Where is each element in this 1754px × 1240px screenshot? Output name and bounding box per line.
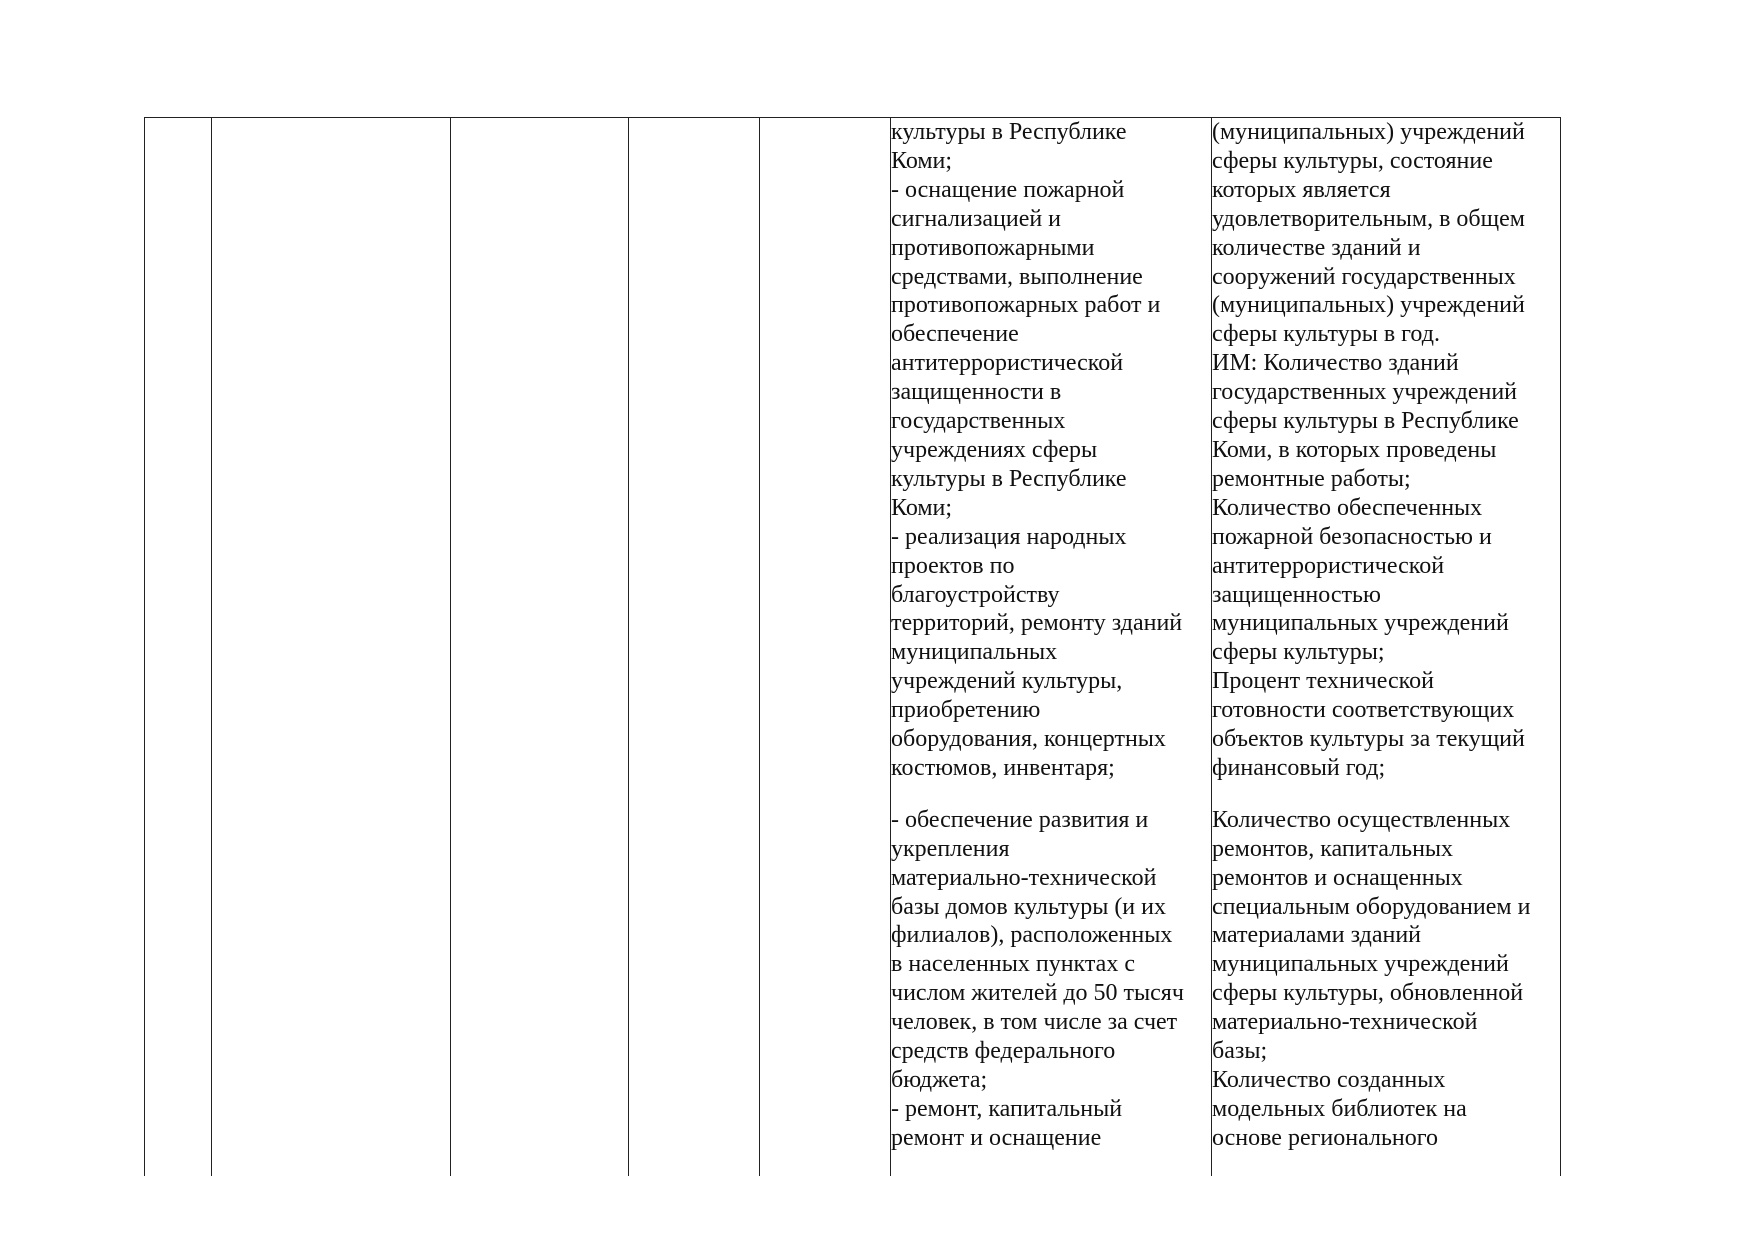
table-row bbox=[145, 118, 1561, 1177]
activities-paragraph-1: культуры в Республике Коми; - оснащение пожарной сигнализацией и противопожарными средствами, выполнение противопожарных работ и обеспечение антитеррористической защищенности в государственных учреждениях сферы культуры в Республике Коми; - реализация народных проектов по благоустройству территорий, ремонту зданий муниципальных учреждений культуры, приобретению оборудования, концертных костюмов, инвентаря; bbox=[891, 119, 1183, 781]
activities-paragraph-2: - обеспечение развития и укрепления материально-технической базы домов культуры (и их филиалов), расположенных в населенных пунктах с числом жителей до 50 тысяч человек, в том числе за счет средств федерального бюджета; - ремонт, капитальный ремонт и оснащение bbox=[891, 806, 1184, 1151]
cell-activities bbox=[891, 118, 1212, 1177]
cell-number bbox=[145, 118, 212, 1177]
cell-indicators bbox=[1212, 118, 1561, 1177]
cell-name bbox=[212, 118, 451, 1177]
cell-start-date bbox=[629, 118, 760, 1177]
cell-executor bbox=[451, 118, 629, 1177]
indicators-paragraph-2: Количество осуществленных ремонтов, капитальных ремонтов и оснащенных специальным оборудованием и материалами зданий муниципальных учреждений сферы культуры, обновленной материально-технической базы; Количество созданных модельных библиотек на основе регионального bbox=[1212, 806, 1531, 1151]
indicators-paragraph-1: (муниципальных) учреждений сферы культуры, состояние которых является удовлетворительным, в общем количестве зданий и сооружений государственных (муниципальных) учреждений сферы культуры в год. ИМ: Количество зданий государственных учреждений сферы культуры в Республике Коми, в которых проведены ремонтные работы; Количество обеспеченных пожарной безопасностью и антитеррористической защищенностью муниципальных учреждений сферы культуры; Процент технической готовности соответствующих объектов культуры за текущий финансовый год; bbox=[1212, 119, 1525, 781]
cell-end-date bbox=[760, 118, 891, 1177]
program-table bbox=[144, 117, 1561, 1176]
